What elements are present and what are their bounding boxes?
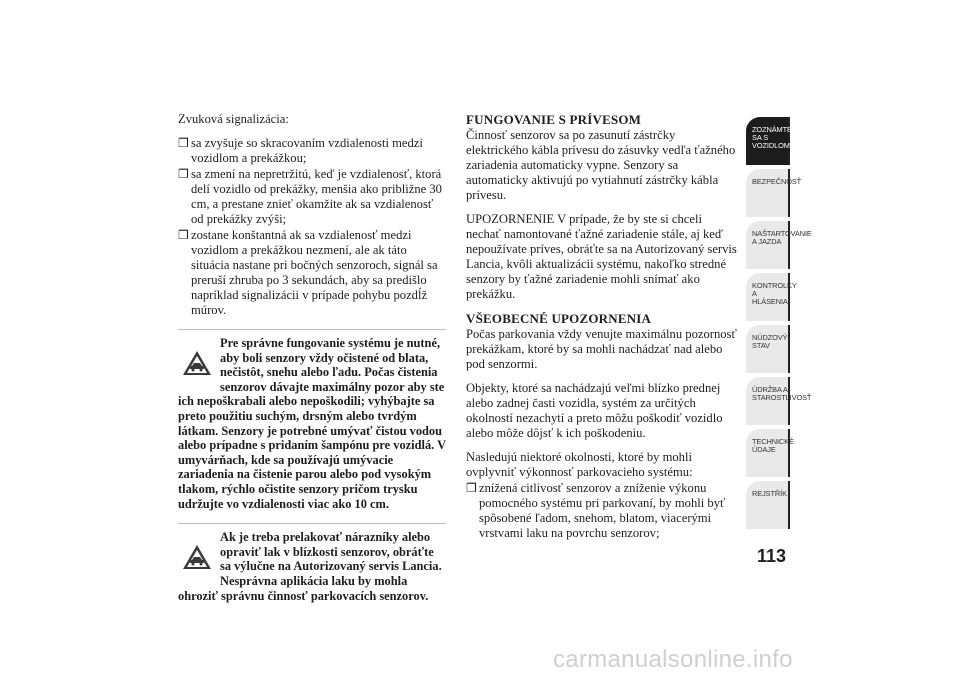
paragraph: Nasledujú niektoré okolnosti, ktoré by mohli ovplyvniť výkonnosť parkovacieho systému:	[466, 450, 693, 479]
chapter-tabs	[746, 117, 812, 533]
paragraph: Objekty, ktoré sa nachádzajú veľmi blízko prednej alebo zadnej časti vozidla, systém za určitých okolností nezachytí a preto môžu poškodiť vozidlo alebo môže dôjsť k ich poškodeniu.	[466, 381, 723, 440]
paragraph-note: UPOZORNENIE V prípade, že by ste si chceli nechať namontované ťažné zariadenie stále, aj keď nepoužívate príves, obráťte sa na Autorizovaný servis Lancia, kvôli aktualizácii systému, nakoľko stredné senzory by ťažné zariadenie mohli snímať ako prekážku.	[466, 212, 737, 301]
left-column	[178, 112, 446, 603]
tab-nudzovy-stav[interactable]: NÚDZOVÝ STAV	[746, 325, 790, 373]
tab-nastartovanie[interactable]: NAŠTARTOVANIE A JAZDA	[746, 221, 790, 269]
tab-technicke-udaje[interactable]: TECHNICKÉ ÚDAJE	[746, 429, 790, 477]
section-heading-general: VŠEOBECNÉ UPOZORNENIA	[466, 311, 652, 326]
warning-text: Ak je treba prelakovať nárazníky alebo opraviť lak v blízkosti senzorov, obráťte sa výlučne na Autorizovaný servis Lancia. Nesprávna aplikácia laku by mohla ohroziť správnu činnosť parkovacích senzorov.	[178, 530, 442, 603]
intro-text: Zvuková signalizácia:	[178, 112, 289, 126]
right-column	[466, 112, 738, 542]
tab-udrzba[interactable]: ÚDRŽBA A STAROSTLIVOSŤ	[746, 377, 790, 425]
warning-text: Pre správne fungovanie systému je nutné, aby boli senzory vždy očistené od blata, nečistôt, snehu alebo ľadu. Počas čistenia senzorov dávajte maximálny pozor aby ste ich nepoškrabali alebo nepoškodili; vyhýbajte sa preto použitiu suchým, drsným alebo tvrdým látkam. Senzory je potrebné umývať čistou vodou alebo prípadne s pridaním šampónu pre vozidlá. V umyvárňach, kde sa používajú umývacie zariadenia na čistenie parou alebo pod vysokým tlakom, rýchlo očistite senzory pričom trysku udržujte vo vzdialenosti viac ako 10 cm.	[178, 336, 446, 511]
list-item: ❒ znížená citlivosť senzorov a zníženie výkonu pomocného systému pri parkovaní, by mohli byť spôsobené ľadom, snehom, blatom, viacerými vrstvami laku na povrchu senzorov;	[466, 481, 726, 540]
tab-zoznamte-sa[interactable]: ZOZNÁMTE SA S VOZIDLOM	[746, 117, 790, 165]
section-heading-trailer: FUNGOVANIE S PRÍVESOM	[466, 112, 642, 127]
tab-bezpecnost[interactable]: BEZPEČNOSŤ	[746, 169, 790, 217]
tab-rejstrik[interactable]: REJSTŘÍK	[746, 481, 790, 529]
list-item: ❒ sa zmení na nepretržitú, keď je vzdialenosť, ktorá delí vozidlo od prekážky, menšia ako približne 30 cm, a prestane znieť okamžite ak sa vzdialenosť od prekážky zvýši;	[178, 167, 442, 226]
warning-triangle-icon	[182, 350, 212, 376]
paragraph: Činnosť senzorov sa po zasunutí zástrčky elektrického kábla prívesu do zásuvky vedľa ťažného zariadenia automaticky vypne. Senzory sa automaticky aktivujú po vytiahnutí zástrčky kábla prívesu.	[466, 128, 736, 202]
checkbox-bullet-icon: ❒	[178, 228, 189, 242]
checkbox-bullet-icon: ❒	[466, 481, 477, 495]
warning-box-cleaning	[178, 329, 446, 511]
list-item: ❒ zostane konštantná ak sa vzdialenosť medzi vozidlom a prekážkou nezmení, ale ak táto situácia nastane pri bočných senzoroch, signál sa preruší zhruba po 3 sekundách, aby sa predišlo napríklad signalizácii v prípade pohybu pozdĺž múrov.	[178, 228, 438, 317]
checkbox-bullet-icon: ❒	[178, 167, 189, 181]
watermark: carmanualsonline.info	[553, 646, 793, 673]
warning-box-paint	[178, 523, 446, 603]
paragraph: Počas parkovania vždy venujte maximálnu pozornosť prekážkam, ktoré by sa mohli nachádzať nad alebo pod senzormi.	[466, 327, 737, 371]
warning-triangle-icon	[182, 544, 212, 570]
checkbox-bullet-icon: ❒	[178, 136, 189, 150]
page-number: 113	[757, 546, 787, 566]
tab-kontrolky[interactable]: KONTROLKY A HLÁSENIA	[746, 273, 790, 321]
list-item: ❒ sa zvyšuje so skracovaním vzdialenosti medzi vozidlom a prekážkou;	[178, 136, 423, 165]
